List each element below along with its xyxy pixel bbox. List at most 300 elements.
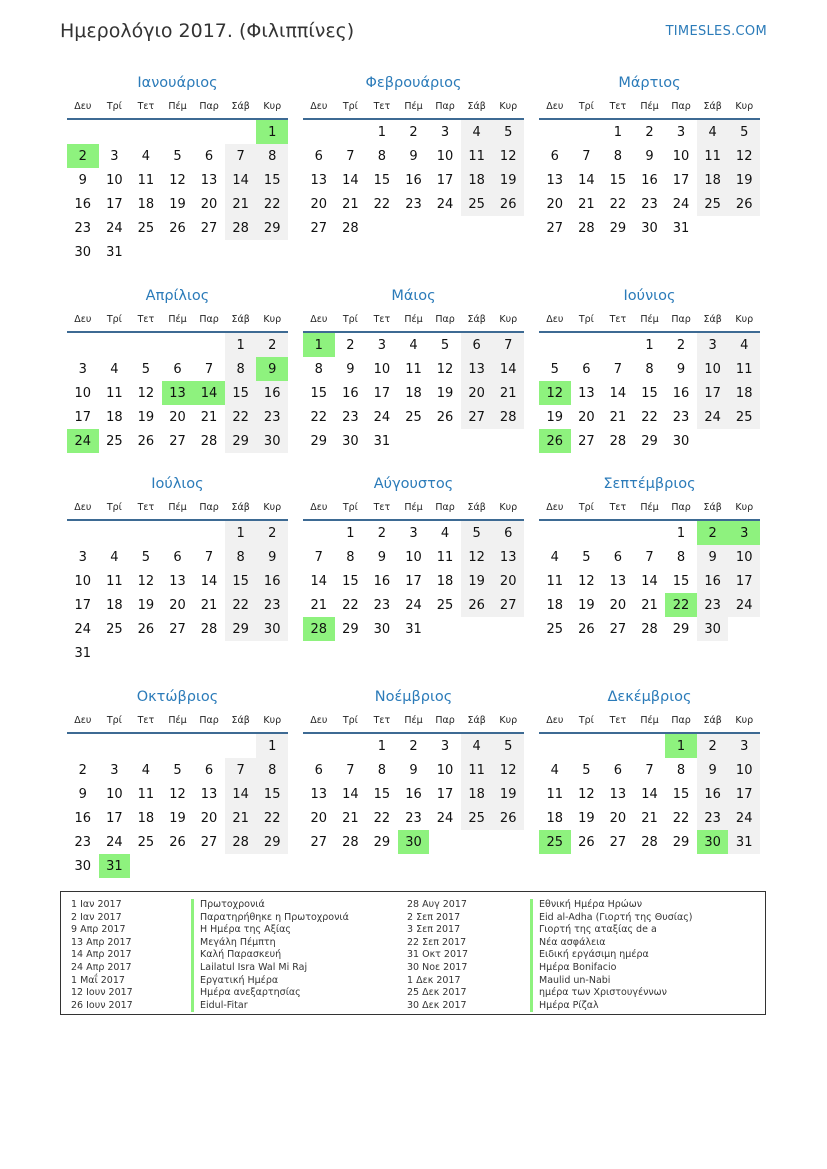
day-cell[interactable]: 17 <box>728 782 760 806</box>
holiday-day-cell[interactable]: 24 <box>67 429 99 453</box>
day-cell[interactable]: 19 <box>546 409 564 425</box>
day-cell[interactable]: 11 <box>461 144 493 168</box>
day-cell[interactable]: 10 <box>74 385 92 401</box>
holiday-day-cell[interactable]: 1 <box>256 120 288 144</box>
day-cell[interactable]: 4 <box>728 333 760 357</box>
day-cell[interactable]: 23 <box>697 593 729 617</box>
day-cell[interactable]: 16 <box>256 381 288 405</box>
day-cell[interactable]: 9 <box>697 758 729 782</box>
day-cell[interactable]: 1 <box>645 337 654 353</box>
day-cell[interactable]: 19 <box>492 168 524 192</box>
day-cell[interactable]: 21 <box>641 597 658 613</box>
day-cell[interactable]: 11 <box>697 144 729 168</box>
day-cell[interactable]: 7 <box>314 549 323 565</box>
day-cell[interactable]: 7 <box>582 148 591 164</box>
day-cell[interactable]: 13 <box>461 357 493 381</box>
day-cell[interactable]: 2 <box>346 337 355 353</box>
day-cell[interactable]: 12 <box>169 172 186 188</box>
day-cell[interactable]: 12 <box>492 758 524 782</box>
day-cell[interactable]: 27 <box>578 433 595 449</box>
day-cell[interactable]: 17 <box>74 409 92 425</box>
day-cell[interactable]: 7 <box>492 333 524 357</box>
day-cell[interactable]: 18 <box>461 168 493 192</box>
day-cell[interactable]: 20 <box>492 569 524 593</box>
day-cell[interactable]: 22 <box>672 810 690 826</box>
day-cell[interactable]: 3 <box>78 549 87 565</box>
day-cell[interactable]: 5 <box>492 734 524 758</box>
day-cell[interactable]: 5 <box>461 521 493 545</box>
day-cell[interactable]: 28 <box>578 220 595 236</box>
day-cell[interactable]: 26 <box>578 621 595 637</box>
day-cell[interactable]: 18 <box>106 409 123 425</box>
day-cell[interactable]: 2 <box>377 525 387 541</box>
day-cell[interactable]: 4 <box>550 762 559 778</box>
day-cell[interactable]: 30 <box>74 858 92 874</box>
day-cell[interactable]: 1 <box>346 525 355 541</box>
day-cell[interactable]: 15 <box>256 168 288 192</box>
day-cell[interactable]: 14 <box>342 786 359 802</box>
day-cell[interactable]: 24 <box>436 196 454 212</box>
day-cell[interactable]: 11 <box>137 786 155 802</box>
day-cell[interactable]: 4 <box>409 337 418 353</box>
day-cell[interactable]: 5 <box>141 361 151 377</box>
day-cell[interactable]: 25 <box>728 405 760 429</box>
day-cell[interactable]: 7 <box>645 549 654 565</box>
day-cell[interactable]: 27 <box>609 834 627 850</box>
day-cell[interactable]: 25 <box>436 597 454 613</box>
day-cell[interactable]: 12 <box>137 385 155 401</box>
day-cell[interactable]: 7 <box>204 549 214 565</box>
day-cell[interactable]: 6 <box>204 148 214 164</box>
day-cell[interactable]: 29 <box>342 621 359 637</box>
day-cell[interactable]: 21 <box>200 409 218 425</box>
day-cell[interactable]: 19 <box>137 597 155 613</box>
day-cell[interactable]: 23 <box>256 593 288 617</box>
day-cell[interactable]: 26 <box>137 433 155 449</box>
day-cell[interactable]: 3 <box>440 124 450 140</box>
day-cell[interactable]: 19 <box>436 385 454 401</box>
day-cell[interactable]: 15 <box>373 786 391 802</box>
day-cell[interactable]: 9 <box>78 172 87 188</box>
day-cell[interactable]: 23 <box>405 810 422 826</box>
holiday-day-cell[interactable]: 9 <box>256 357 288 381</box>
day-cell[interactable]: 14 <box>641 573 658 589</box>
day-cell[interactable]: 14 <box>342 172 359 188</box>
day-cell[interactable]: 3 <box>409 525 418 541</box>
day-cell[interactable]: 10 <box>74 573 92 589</box>
day-cell[interactable]: 13 <box>492 545 524 569</box>
day-cell[interactable]: 8 <box>314 361 323 377</box>
day-cell[interactable]: 9 <box>676 361 686 377</box>
day-cell[interactable]: 6 <box>461 333 493 357</box>
day-cell[interactable]: 24 <box>106 834 123 850</box>
day-cell[interactable]: 29 <box>641 433 658 449</box>
day-cell[interactable]: 30 <box>74 244 92 260</box>
day-cell[interactable]: 20 <box>310 196 328 212</box>
day-cell[interactable]: 9 <box>697 545 729 569</box>
day-cell[interactable]: 13 <box>200 786 218 802</box>
day-cell[interactable]: 27 <box>200 834 218 850</box>
holiday-day-cell[interactable]: 3 <box>728 521 760 545</box>
day-cell[interactable]: 5 <box>550 361 559 377</box>
day-cell[interactable]: 1 <box>676 525 686 541</box>
day-cell[interactable]: 7 <box>225 144 257 168</box>
day-cell[interactable]: 1 <box>225 521 257 545</box>
day-cell[interactable]: 6 <box>613 549 623 565</box>
day-cell[interactable]: 15 <box>373 172 391 188</box>
day-cell[interactable]: 11 <box>461 758 493 782</box>
day-cell[interactable]: 15 <box>672 786 690 802</box>
day-cell[interactable]: 26 <box>461 593 493 617</box>
day-cell[interactable]: 18 <box>461 782 493 806</box>
day-cell[interactable]: 6 <box>314 762 323 778</box>
day-cell[interactable]: 7 <box>613 361 623 377</box>
day-cell[interactable]: 28 <box>200 433 218 449</box>
day-cell[interactable]: 18 <box>137 810 155 826</box>
day-cell[interactable]: 2 <box>256 333 288 357</box>
day-cell[interactable]: 21 <box>342 810 359 826</box>
day-cell[interactable]: 12 <box>137 573 155 589</box>
day-cell[interactable]: 4 <box>697 120 729 144</box>
day-cell[interactable]: 3 <box>697 333 729 357</box>
day-cell[interactable]: 11 <box>137 172 155 188</box>
day-cell[interactable]: 23 <box>342 409 359 425</box>
day-cell[interactable]: 15 <box>609 172 627 188</box>
day-cell[interactable]: 10 <box>373 361 391 377</box>
day-cell[interactable]: 23 <box>697 806 729 830</box>
day-cell[interactable]: 10 <box>405 549 422 565</box>
day-cell[interactable]: 8 <box>377 762 387 778</box>
day-cell[interactable]: 16 <box>697 569 729 593</box>
day-cell[interactable]: 21 <box>310 597 328 613</box>
day-cell[interactable]: 31 <box>728 830 760 854</box>
day-cell[interactable]: 20 <box>461 381 493 405</box>
day-cell[interactable]: 6 <box>492 521 524 545</box>
day-cell[interactable]: 23 <box>74 834 92 850</box>
site-brand-link[interactable]: TIMESLES.COM <box>665 24 767 39</box>
day-cell[interactable]: 1 <box>256 734 288 758</box>
day-cell[interactable]: 1 <box>225 333 257 357</box>
day-cell[interactable]: 27 <box>546 220 564 236</box>
day-cell[interactable]: 11 <box>728 357 760 381</box>
day-cell[interactable]: 19 <box>492 782 524 806</box>
day-cell[interactable]: 16 <box>74 196 92 212</box>
day-cell[interactable]: 9 <box>409 762 418 778</box>
day-cell[interactable]: 13 <box>310 172 328 188</box>
day-cell[interactable]: 22 <box>310 409 328 425</box>
day-cell[interactable]: 5 <box>173 762 182 778</box>
day-cell[interactable]: 14 <box>225 782 257 806</box>
day-cell[interactable]: 23 <box>373 597 391 613</box>
holiday-day-cell[interactable]: 28 <box>303 617 335 641</box>
day-cell[interactable]: 22 <box>256 192 288 216</box>
day-cell[interactable]: 14 <box>492 357 524 381</box>
day-cell[interactable]: 30 <box>672 433 690 449</box>
day-cell[interactable]: 10 <box>436 148 454 164</box>
day-cell[interactable]: 26 <box>169 834 186 850</box>
day-cell[interactable]: 10 <box>672 148 690 164</box>
day-cell[interactable]: 6 <box>550 148 559 164</box>
day-cell[interactable]: 19 <box>728 168 760 192</box>
day-cell[interactable]: 19 <box>578 810 595 826</box>
day-cell[interactable]: 10 <box>728 758 760 782</box>
holiday-day-cell[interactable]: 31 <box>99 854 131 878</box>
day-cell[interactable]: 12 <box>578 786 595 802</box>
day-cell[interactable]: 31 <box>373 433 391 449</box>
holiday-day-cell[interactable]: 26 <box>539 429 571 453</box>
day-cell[interactable]: 22 <box>373 196 391 212</box>
day-cell[interactable]: 4 <box>461 120 493 144</box>
day-cell[interactable]: 22 <box>373 810 391 826</box>
day-cell[interactable]: 2 <box>409 124 418 140</box>
day-cell[interactable]: 5 <box>582 549 591 565</box>
day-cell[interactable]: 8 <box>225 357 257 381</box>
day-cell[interactable]: 30 <box>256 617 288 641</box>
day-cell[interactable]: 31 <box>405 621 422 637</box>
day-cell[interactable]: 28 <box>492 405 524 429</box>
day-cell[interactable]: 14 <box>225 168 257 192</box>
holiday-day-cell[interactable]: 1 <box>665 734 697 758</box>
holiday-day-cell[interactable]: 14 <box>193 381 225 405</box>
day-cell[interactable]: 17 <box>728 569 760 593</box>
day-cell[interactable]: 28 <box>641 834 658 850</box>
day-cell[interactable]: 4 <box>440 525 450 541</box>
day-cell[interactable]: 3 <box>676 124 686 140</box>
day-cell[interactable]: 10 <box>106 172 123 188</box>
day-cell[interactable]: 7 <box>225 758 257 782</box>
day-cell[interactable]: 24 <box>405 597 422 613</box>
day-cell[interactable]: 24 <box>728 806 760 830</box>
day-cell[interactable]: 15 <box>310 385 328 401</box>
day-cell[interactable]: 26 <box>492 806 524 830</box>
day-cell[interactable]: 10 <box>106 786 123 802</box>
day-cell[interactable]: 19 <box>461 569 493 593</box>
day-cell[interactable]: 17 <box>74 597 92 613</box>
day-cell[interactable]: 15 <box>225 569 257 593</box>
day-cell[interactable]: 8 <box>225 545 257 569</box>
day-cell[interactable]: 16 <box>672 385 690 401</box>
day-cell[interactable]: 15 <box>342 573 359 589</box>
day-cell[interactable]: 21 <box>200 597 218 613</box>
day-cell[interactable]: 20 <box>169 409 186 425</box>
day-cell[interactable]: 23 <box>74 220 92 236</box>
day-cell[interactable]: 25 <box>405 409 422 425</box>
day-cell[interactable]: 18 <box>546 810 564 826</box>
day-cell[interactable]: 27 <box>609 621 627 637</box>
day-cell[interactable]: 8 <box>645 361 654 377</box>
day-cell[interactable]: 1 <box>613 124 623 140</box>
day-cell[interactable]: 29 <box>672 621 690 637</box>
day-cell[interactable]: 6 <box>314 148 323 164</box>
day-cell[interactable]: 20 <box>310 810 328 826</box>
day-cell[interactable]: 9 <box>377 549 387 565</box>
day-cell[interactable]: 31 <box>74 645 92 661</box>
day-cell[interactable]: 16 <box>405 786 422 802</box>
day-cell[interactable]: 29 <box>310 433 328 449</box>
day-cell[interactable]: 14 <box>200 573 218 589</box>
day-cell[interactable]: 29 <box>373 834 391 850</box>
day-cell[interactable]: 11 <box>106 385 123 401</box>
holiday-day-cell[interactable]: 2 <box>697 521 729 545</box>
day-cell[interactable]: 10 <box>436 762 454 778</box>
day-cell[interactable]: 2 <box>256 521 288 545</box>
day-cell[interactable]: 19 <box>137 409 155 425</box>
day-cell[interactable]: 9 <box>78 786 87 802</box>
day-cell[interactable]: 15 <box>672 573 690 589</box>
day-cell[interactable]: 11 <box>405 361 422 377</box>
day-cell[interactable]: 25 <box>106 433 123 449</box>
day-cell[interactable]: 2 <box>645 124 654 140</box>
day-cell[interactable]: 11 <box>546 786 564 802</box>
day-cell[interactable]: 30 <box>641 220 658 236</box>
day-cell[interactable]: 4 <box>141 762 151 778</box>
day-cell[interactable]: 20 <box>200 810 218 826</box>
day-cell[interactable]: 27 <box>310 220 328 236</box>
day-cell[interactable]: 26 <box>728 192 760 216</box>
day-cell[interactable]: 16 <box>641 172 658 188</box>
day-cell[interactable]: 18 <box>137 196 155 212</box>
day-cell[interactable]: 12 <box>492 144 524 168</box>
day-cell[interactable]: 16 <box>342 385 359 401</box>
day-cell[interactable]: 20 <box>546 196 564 212</box>
day-cell[interactable]: 22 <box>609 196 627 212</box>
day-cell[interactable]: 9 <box>256 545 288 569</box>
day-cell[interactable]: 12 <box>436 361 454 377</box>
day-cell[interactable]: 29 <box>609 220 627 236</box>
day-cell[interactable]: 13 <box>578 385 595 401</box>
day-cell[interactable]: 30 <box>342 433 359 449</box>
holiday-day-cell[interactable]: 13 <box>162 381 194 405</box>
day-cell[interactable]: 8 <box>256 144 288 168</box>
day-cell[interactable]: 3 <box>110 148 119 164</box>
day-cell[interactable]: 2 <box>676 337 686 353</box>
day-cell[interactable]: 20 <box>609 810 627 826</box>
day-cell[interactable]: 17 <box>405 573 422 589</box>
day-cell[interactable]: 4 <box>461 734 493 758</box>
day-cell[interactable]: 26 <box>436 409 454 425</box>
day-cell[interactable]: 24 <box>74 621 92 637</box>
day-cell[interactable]: 26 <box>169 220 186 236</box>
day-cell[interactable]: 24 <box>373 409 391 425</box>
day-cell[interactable]: 8 <box>676 762 686 778</box>
day-cell[interactable]: 17 <box>436 172 454 188</box>
day-cell[interactable]: 19 <box>169 196 186 212</box>
holiday-day-cell[interactable]: 1 <box>303 333 335 357</box>
day-cell[interactable]: 8 <box>256 758 288 782</box>
day-cell[interactable]: 21 <box>641 810 658 826</box>
day-cell[interactable]: 5 <box>492 120 524 144</box>
day-cell[interactable]: 27 <box>310 834 328 850</box>
day-cell[interactable]: 9 <box>409 148 418 164</box>
day-cell[interactable]: 14 <box>641 786 658 802</box>
day-cell[interactable]: 6 <box>613 762 623 778</box>
day-cell[interactable]: 4 <box>110 549 119 565</box>
day-cell[interactable]: 7 <box>346 762 355 778</box>
day-cell[interactable]: 12 <box>169 786 186 802</box>
day-cell[interactable]: 3 <box>110 762 119 778</box>
day-cell[interactable]: 13 <box>200 172 218 188</box>
day-cell[interactable]: 25 <box>546 621 564 637</box>
day-cell[interactable]: 7 <box>346 148 355 164</box>
day-cell[interactable]: 13 <box>609 573 627 589</box>
day-cell[interactable]: 29 <box>225 617 257 641</box>
day-cell[interactable]: 22 <box>342 597 359 613</box>
day-cell[interactable]: 19 <box>169 810 186 826</box>
day-cell[interactable]: 30 <box>256 429 288 453</box>
day-cell[interactable]: 21 <box>342 196 359 212</box>
day-cell[interactable]: 25 <box>106 621 123 637</box>
day-cell[interactable]: 17 <box>697 381 729 405</box>
day-cell[interactable]: 6 <box>582 361 591 377</box>
day-cell[interactable]: 7 <box>645 762 654 778</box>
day-cell[interactable]: 28 <box>641 621 658 637</box>
day-cell[interactable]: 25 <box>461 192 493 216</box>
day-cell[interactable]: 2 <box>409 738 418 754</box>
day-cell[interactable]: 27 <box>200 220 218 236</box>
day-cell[interactable]: 28 <box>225 830 257 854</box>
day-cell[interactable]: 24 <box>436 810 454 826</box>
day-cell[interactable]: 8 <box>377 148 387 164</box>
day-cell[interactable]: 13 <box>546 172 564 188</box>
day-cell[interactable]: 23 <box>672 409 690 425</box>
day-cell[interactable]: 20 <box>609 597 627 613</box>
day-cell[interactable]: 3 <box>440 738 450 754</box>
holiday-day-cell[interactable]: 25 <box>539 830 571 854</box>
day-cell[interactable]: 18 <box>405 385 422 401</box>
day-cell[interactable]: 15 <box>641 385 658 401</box>
day-cell[interactable]: 6 <box>173 549 182 565</box>
day-cell[interactable]: 11 <box>546 573 564 589</box>
day-cell[interactable]: 27 <box>169 433 186 449</box>
day-cell[interactable]: 21 <box>578 196 595 212</box>
day-cell[interactable]: 2 <box>697 734 729 758</box>
day-cell[interactable]: 29 <box>256 830 288 854</box>
day-cell[interactable]: 22 <box>256 806 288 830</box>
day-cell[interactable]: 17 <box>672 172 690 188</box>
day-cell[interactable]: 6 <box>204 762 214 778</box>
day-cell[interactable]: 26 <box>492 192 524 216</box>
day-cell[interactable]: 3 <box>728 734 760 758</box>
day-cell[interactable]: 3 <box>78 361 87 377</box>
day-cell[interactable]: 11 <box>436 549 454 565</box>
day-cell[interactable]: 10 <box>728 545 760 569</box>
day-cell[interactable]: 25 <box>461 806 493 830</box>
day-cell[interactable]: 29 <box>672 834 690 850</box>
day-cell[interactable]: 16 <box>697 782 729 806</box>
day-cell[interactable]: 5 <box>582 762 591 778</box>
day-cell[interactable]: 8 <box>346 549 355 565</box>
day-cell[interactable]: 26 <box>578 834 595 850</box>
day-cell[interactable]: 18 <box>728 381 760 405</box>
day-cell[interactable]: 12 <box>728 144 760 168</box>
day-cell[interactable]: 27 <box>169 621 186 637</box>
day-cell[interactable]: 15 <box>256 782 288 806</box>
day-cell[interactable]: 5 <box>440 337 450 353</box>
day-cell[interactable]: 28 <box>342 220 359 236</box>
day-cell[interactable]: 18 <box>436 573 454 589</box>
day-cell[interactable]: 16 <box>405 172 422 188</box>
day-cell[interactable]: 3 <box>377 337 387 353</box>
day-cell[interactable]: 24 <box>672 196 690 212</box>
day-cell[interactable]: 24 <box>106 220 123 236</box>
day-cell[interactable]: 28 <box>225 216 257 240</box>
day-cell[interactable]: 16 <box>74 810 92 826</box>
day-cell[interactable]: 17 <box>106 196 123 212</box>
day-cell[interactable]: 12 <box>578 573 595 589</box>
day-cell[interactable]: 17 <box>436 786 454 802</box>
holiday-day-cell[interactable]: 30 <box>697 830 729 854</box>
day-cell[interactable]: 16 <box>256 569 288 593</box>
